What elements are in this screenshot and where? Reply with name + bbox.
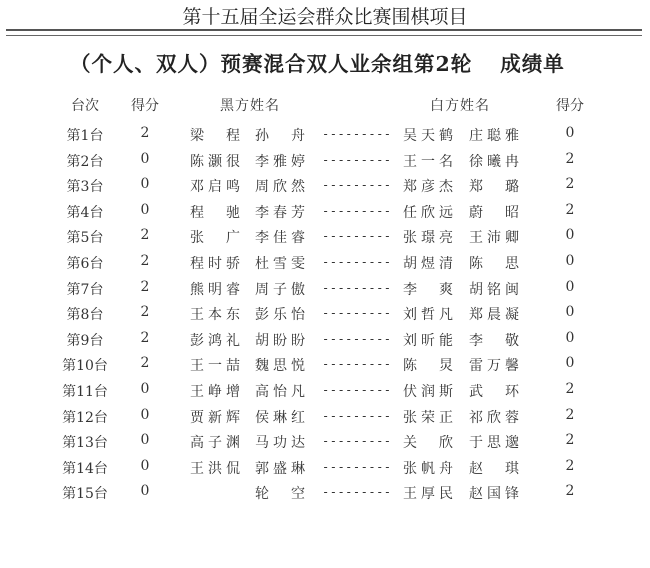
separator-cell: --------- <box>322 280 392 295</box>
separator-cell: --------- <box>322 306 392 321</box>
white-player1-cell: 李爽 <box>403 281 453 298</box>
separator-cell: --------- <box>322 127 392 141</box>
white-score-cell: 0 <box>565 253 575 269</box>
black-score-cell: 2 <box>140 227 150 244</box>
black-score-cell: 0 <box>140 150 150 167</box>
white-score-cell: 0 <box>565 278 575 295</box>
black-score-cell: 0 <box>140 176 150 193</box>
white-score-cell: 2 <box>565 381 575 397</box>
black-player1-cell: 高子渊 <box>190 435 240 452</box>
separator-cell: --------- <box>322 203 392 218</box>
main-title-left: （个人、双人）预赛混合双人业余组第2轮 <box>70 52 473 76</box>
black-player2-cell: 高怡凡 <box>255 384 305 400</box>
black-score-cell: 0 <box>140 406 150 423</box>
table-row <box>0 432 650 457</box>
board-cell: 第7台 <box>66 281 104 298</box>
board-cell: 第11台 <box>62 384 108 400</box>
white-player2-cell: 雷万馨 <box>469 358 519 375</box>
black-score-cell: 0 <box>140 201 150 218</box>
white-player1-cell: 关欣 <box>403 435 453 452</box>
black-score-cell: 2 <box>140 253 150 269</box>
black-player1-cell: 王洪侃 <box>190 460 240 477</box>
table-row <box>0 458 650 483</box>
table-row <box>0 407 650 432</box>
white-player1-cell: 任欣远 <box>403 204 453 221</box>
black-player2-cell: 李雅婷 <box>255 153 305 170</box>
table-row <box>0 227 650 252</box>
header-black-names: 黑方姓名 <box>220 98 280 114</box>
white-score-cell: 2 <box>565 150 575 167</box>
title-rule-thick <box>6 29 642 31</box>
white-score-cell: 0 <box>565 355 575 372</box>
main-title-right: 成绩单 <box>500 52 565 76</box>
black-player1-cell: 陈灏很 <box>190 153 240 170</box>
white-player2-cell: 李敬 <box>469 332 519 349</box>
white-player1-cell: 王厚民 <box>403 486 453 503</box>
board-cell: 第3台 <box>66 179 104 196</box>
table-row <box>0 253 650 278</box>
black-player1-cell: 梁程 <box>190 128 240 144</box>
board-cell: 第2台 <box>66 153 104 170</box>
white-score-cell: 2 <box>565 432 575 449</box>
white-player2-cell: 王沛卿 <box>469 230 519 247</box>
table-row <box>0 151 650 176</box>
main-title <box>70 47 565 77</box>
black-player1-cell: 王峥增 <box>190 384 240 400</box>
header-score-white: 得分 <box>556 98 584 114</box>
board-cell: 第13台 <box>62 435 108 452</box>
black-player2-cell: 李佳睿 <box>255 230 305 247</box>
white-score-cell: 0 <box>565 125 575 141</box>
white-player2-cell: 于思邈 <box>469 435 519 452</box>
black-player1-cell: 王本东 <box>190 307 240 324</box>
board-cell: 第5台 <box>66 230 104 247</box>
white-score-cell: 2 <box>565 176 575 193</box>
separator-cell: --------- <box>322 434 392 449</box>
separator-cell: --------- <box>322 255 392 269</box>
table-row <box>0 279 650 304</box>
black-player2-cell: 马功达 <box>255 435 305 452</box>
separator-cell: --------- <box>322 229 392 244</box>
black-player1-cell: 程驰 <box>190 204 240 221</box>
white-player2-cell: 陈思 <box>469 256 519 272</box>
white-player2-cell: 徐曦冉 <box>469 153 519 170</box>
white-score-cell: 0 <box>565 304 575 321</box>
white-player1-cell: 张帆舟 <box>403 460 453 477</box>
black-player2-cell: 李春芳 <box>255 204 305 221</box>
white-player2-cell: 蔚昭 <box>469 204 519 221</box>
black-score-cell: 0 <box>140 381 150 397</box>
table-row <box>0 202 650 227</box>
black-player2-cell: 魏思悦 <box>255 358 305 375</box>
board-cell: 第1台 <box>66 128 104 144</box>
black-player2-cell: 彭乐怡 <box>255 307 305 324</box>
black-player2-cell: 周子傲 <box>255 281 305 298</box>
white-score-cell: 2 <box>565 406 575 423</box>
white-player2-cell: 赵国锋 <box>469 486 519 503</box>
black-player1-cell: 彭鸿礼 <box>190 332 240 349</box>
black-score-cell: 0 <box>140 457 150 474</box>
white-player1-cell: 郑彦杰 <box>403 179 453 196</box>
separator-cell: --------- <box>322 331 392 346</box>
black-score-cell: 2 <box>140 278 150 295</box>
table-header <box>0 95 650 120</box>
black-player2-cell: 孙舟 <box>255 128 305 144</box>
white-score-cell: 0 <box>565 329 575 346</box>
board-cell: 第15台 <box>62 486 108 503</box>
title-rule-thin <box>6 35 642 36</box>
black-player2-cell: 周欣然 <box>255 179 305 196</box>
header-score-black: 得分 <box>131 98 159 114</box>
white-player2-cell: 庄聪雅 <box>469 128 519 144</box>
black-player1-cell: 贾新辉 <box>190 409 240 426</box>
black-score-cell: 0 <box>140 432 150 449</box>
white-score-cell: 2 <box>565 457 575 474</box>
header-white-names: 白方姓名 <box>430 98 490 114</box>
white-player1-cell: 王一名 <box>403 153 453 170</box>
white-player2-cell: 郑晨凝 <box>469 307 519 324</box>
board-cell: 第9台 <box>66 332 104 349</box>
white-player2-cell: 赵琪 <box>469 460 519 477</box>
page-top-title: 第十五届全运会群众比赛围棋项目 <box>182 6 468 28</box>
board-cell: 第14台 <box>62 460 108 477</box>
black-player1-cell: 张广 <box>190 230 240 247</box>
black-player1-cell: 程时骄 <box>190 256 240 272</box>
black-score-cell: 0 <box>140 483 150 500</box>
table-row <box>0 381 650 406</box>
separator-cell: --------- <box>322 459 392 474</box>
separator-cell: --------- <box>322 152 392 167</box>
board-cell: 第12台 <box>62 409 108 426</box>
white-score-cell: 0 <box>565 227 575 244</box>
separator-cell: --------- <box>322 408 392 423</box>
white-player1-cell: 陈炅 <box>403 358 453 375</box>
separator-cell: --------- <box>322 357 392 372</box>
header-board: 台次 <box>71 98 99 114</box>
board-cell: 第10台 <box>62 358 108 375</box>
white-player1-cell: 张璟亮 <box>403 230 453 247</box>
white-player2-cell: 武环 <box>469 384 519 400</box>
white-player1-cell: 刘哲凡 <box>403 307 453 324</box>
white-player1-cell: 张荣正 <box>403 409 453 426</box>
table-row <box>0 330 650 355</box>
white-player2-cell: 祁欣蓉 <box>469 409 519 426</box>
black-score-cell: 2 <box>140 304 150 321</box>
separator-cell: --------- <box>322 485 392 500</box>
separator-cell: --------- <box>322 383 392 397</box>
black-player1-cell: 邓启鸣 <box>190 179 240 196</box>
black-player2-cell: 侯琳红 <box>255 409 305 426</box>
black-player2-cell: 郭盛琳 <box>255 460 305 477</box>
black-score-cell: 2 <box>140 329 150 346</box>
board-cell: 第6台 <box>66 256 104 272</box>
board-cell: 第4台 <box>66 204 104 221</box>
black-player2-cell: 胡盼盼 <box>255 332 305 349</box>
black-player1-cell: 熊明睿 <box>190 281 240 298</box>
white-player1-cell: 刘昕能 <box>403 332 453 349</box>
table-row <box>0 125 650 150</box>
table-row <box>0 483 650 508</box>
white-player1-cell: 伏润斯 <box>403 384 453 400</box>
black-player2-cell: 杜雪雯 <box>255 256 305 272</box>
white-player2-cell: 胡铭闽 <box>469 281 519 298</box>
table-row <box>0 304 650 329</box>
white-player1-cell: 吴天鹤 <box>403 128 453 144</box>
black-player2-cell: 轮空 <box>255 486 305 503</box>
board-cell: 第8台 <box>66 307 104 324</box>
separator-cell: --------- <box>322 178 392 193</box>
black-score-cell: 2 <box>140 125 150 141</box>
white-player1-cell: 胡煜清 <box>403 256 453 272</box>
table-row <box>0 355 650 380</box>
black-player1-cell: 王一喆 <box>190 358 240 375</box>
white-player2-cell: 郑璐 <box>469 179 519 196</box>
black-score-cell: 2 <box>140 355 150 372</box>
white-score-cell: 2 <box>565 483 575 500</box>
table-row <box>0 176 650 201</box>
white-score-cell: 2 <box>565 201 575 218</box>
